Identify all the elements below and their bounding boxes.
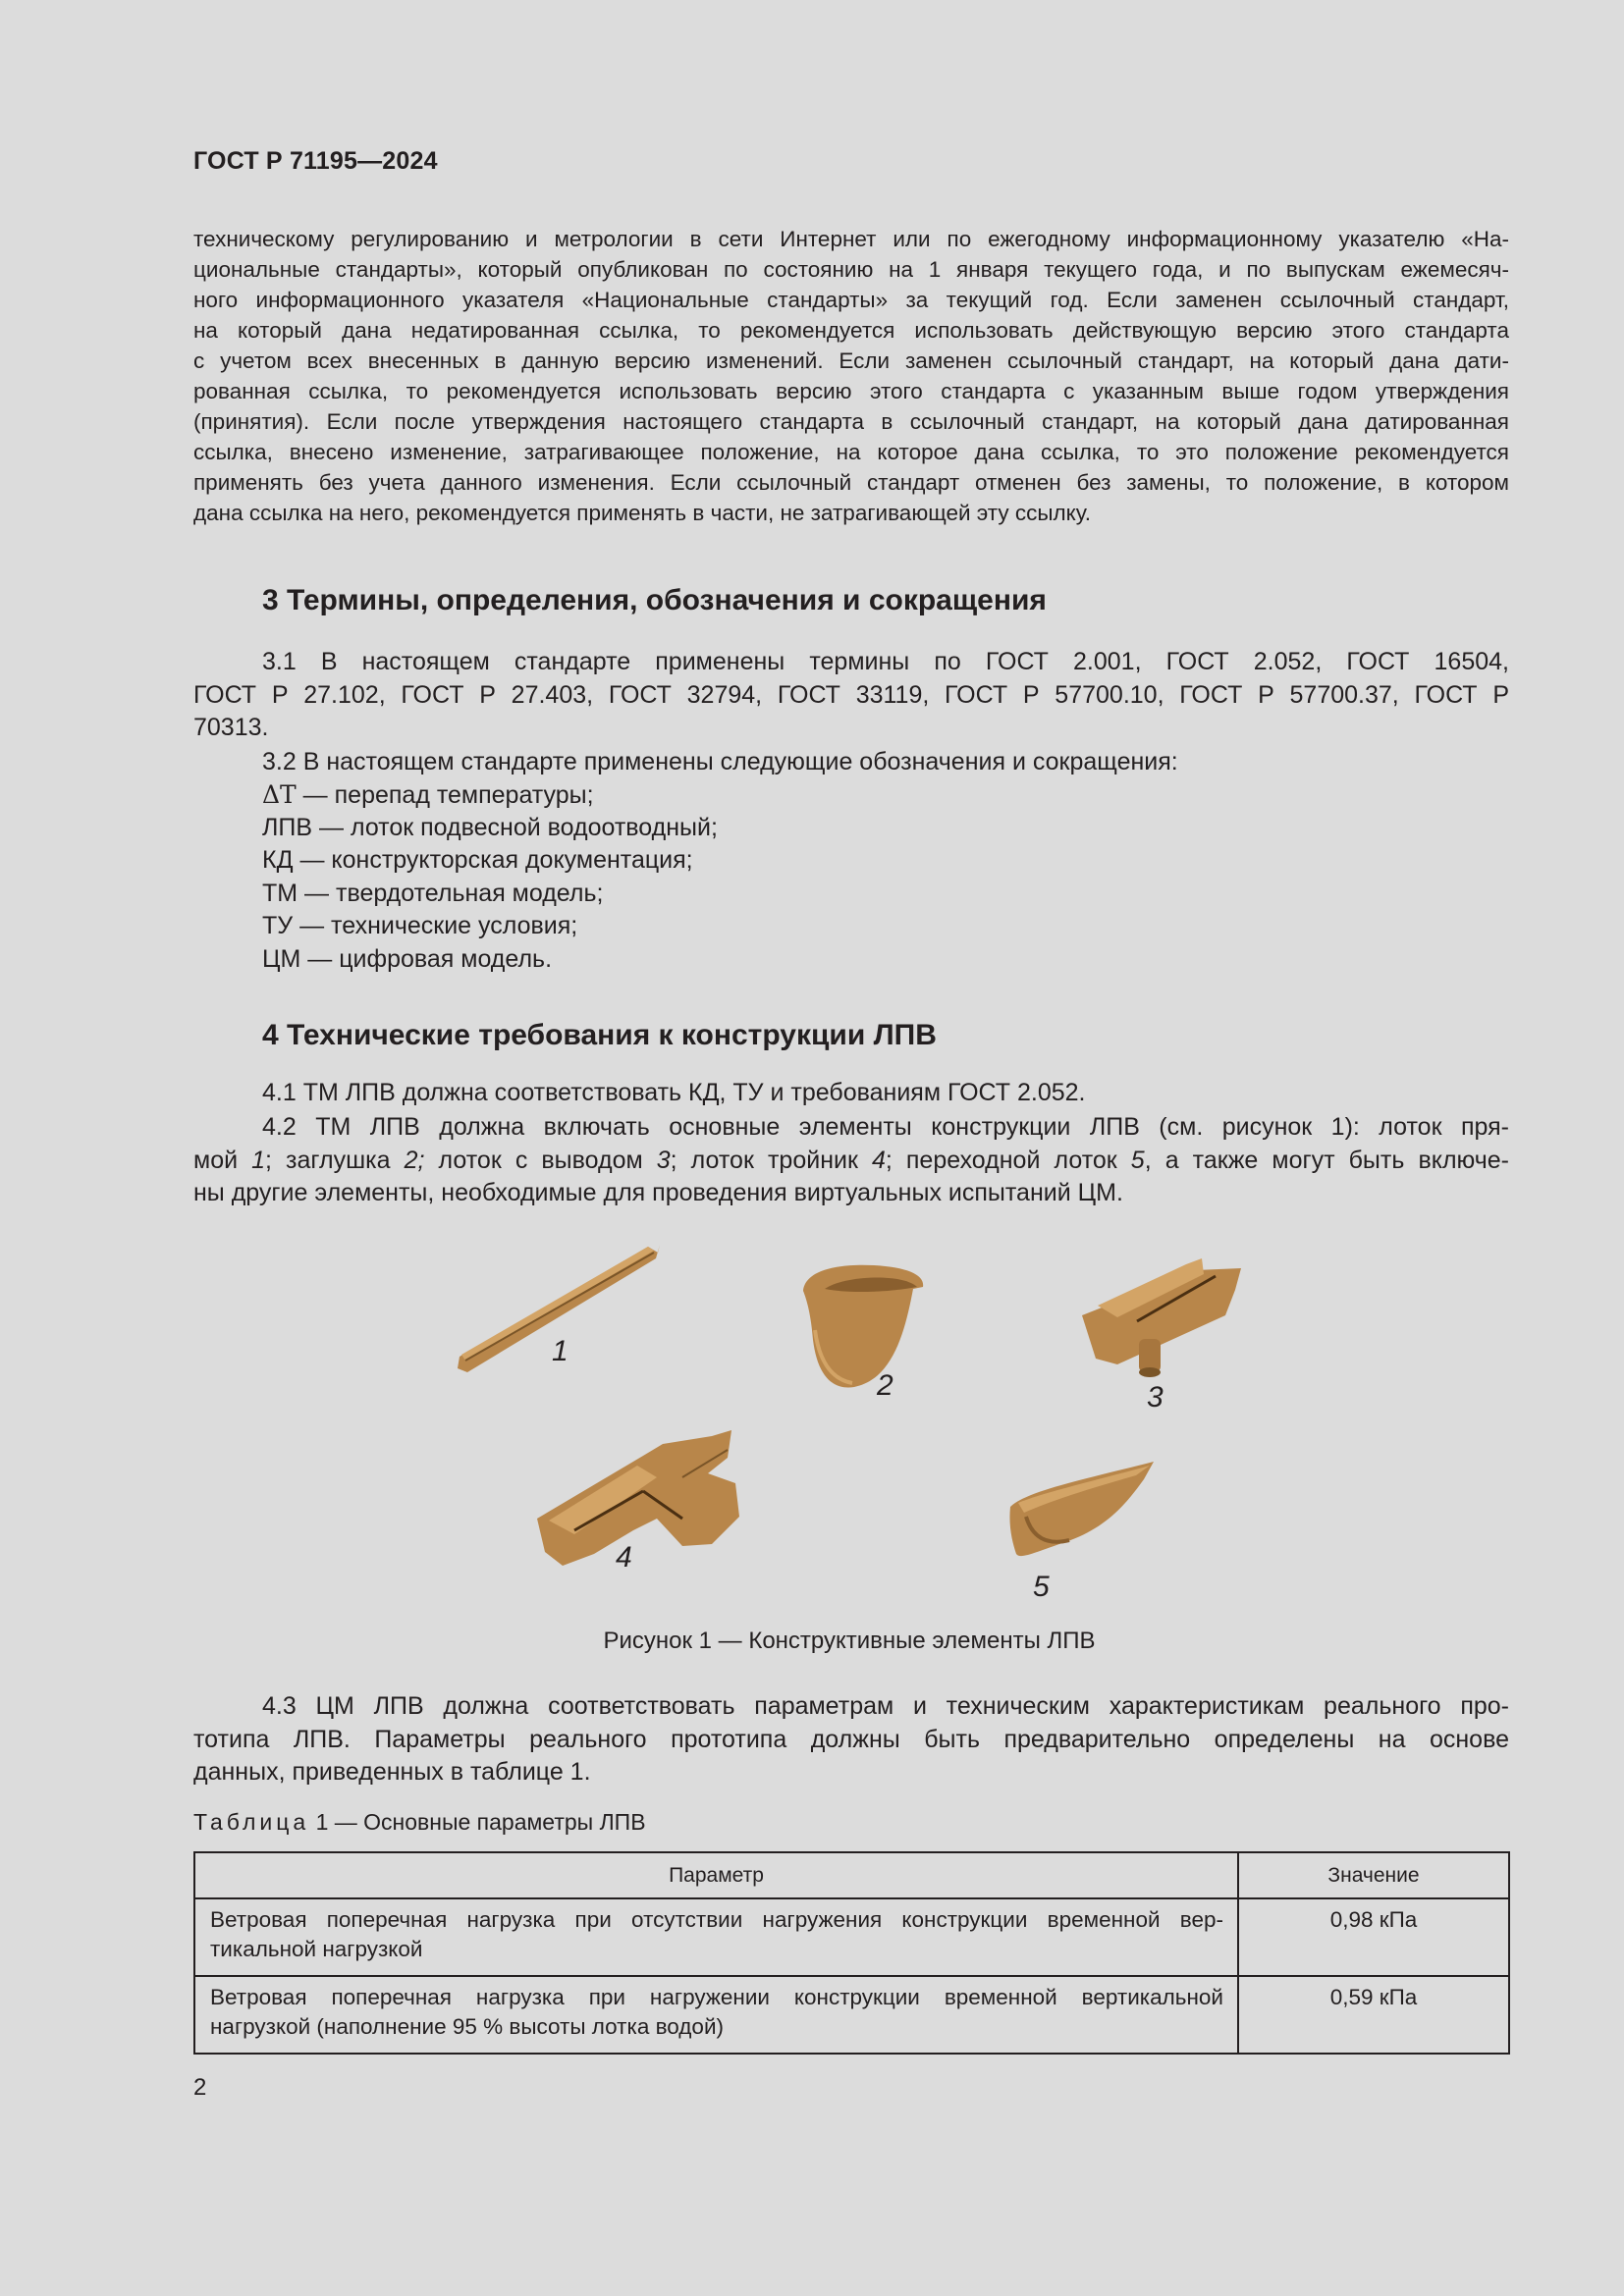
text-line: ного информационного указателя «Национальные стандарты» за текущий год. Если заменен ссылочный стандарт,: [193, 288, 1509, 312]
text-segment: ; заглушка: [265, 1146, 405, 1174]
abbreviation-term: ЛПВ: [262, 814, 313, 841]
text-line: тотипа ЛПВ. Параметры реального прототипа должны быть предварительно определены на основе: [193, 1725, 1509, 1753]
figure-label-3: 3: [1147, 1381, 1164, 1414]
text-line: Ветровая поперечная нагрузка при нагружении конструкции временной вертикальной: [210, 1985, 1223, 2009]
figure-label-1: 1: [552, 1335, 568, 1367]
paragraph-4-1: 4.1 ТМ ЛПВ должна соответствовать КД, ТУ и требованиям ГОСТ 2.052.: [262, 1079, 1086, 1106]
abbreviation-item: [262, 912, 577, 940]
abbreviation-item: [262, 814, 718, 842]
text-segment: , а также могут быть включе-: [1144, 1146, 1509, 1174]
abbreviation-item: [262, 945, 552, 974]
abbreviation-definition: — цифровая модель.: [300, 945, 553, 973]
table-caption: [193, 1809, 646, 1836]
element-number: 3: [656, 1146, 671, 1174]
abbreviation-term: ЦМ: [262, 945, 301, 973]
element-number: 1: [251, 1146, 266, 1174]
text-line: техническому регулированию и метрологии в сети Интернет или по ежегодному информационному указателю «На-: [193, 227, 1509, 251]
text-segment: мой: [193, 1146, 252, 1174]
document-id-header: ГОСТ Р 71195—2024: [193, 147, 438, 175]
table-row: [194, 1976, 1509, 2054]
abbreviation-term: ΔT: [262, 780, 297, 809]
text-segment: лоток с выводом: [424, 1146, 657, 1174]
abbreviation-definition: — лоток подвесной водоотводный;: [312, 814, 718, 841]
text-segment: ; лоток тройник: [670, 1146, 872, 1174]
text-line: на который дана недатированная ссылка, то рекомендуется использовать действующую версию этого стандарта: [193, 318, 1509, 343]
text-segment: ; переходной лоток: [885, 1146, 1131, 1174]
transition-tray-image: [1006, 1458, 1154, 1571]
abbreviation-definition: — твердотельная модель;: [298, 880, 604, 907]
table-row: [194, 1898, 1509, 1976]
text-line: ГОСТ Р 27.102, ГОСТ Р 27.403, ГОСТ 32794, ГОСТ 33119, ГОСТ Р 57700.10, ГОСТ Р 57700.37, ГОСТ Р: [193, 680, 1509, 709]
text-line: 4.2 ТМ ЛПВ должна включать основные элементы конструкции ЛПВ (см. рисунок 1): лоток пря-: [262, 1113, 1509, 1141]
element-number: 5: [1130, 1146, 1145, 1174]
outlet-tray-image: [1078, 1256, 1245, 1389]
text-line: рованная ссылка, то рекомендуется использовать версию этого стандарта с указанным выше годом утверждения: [193, 379, 1509, 403]
parameters-table: [193, 1851, 1510, 2055]
element-number: 4: [871, 1146, 886, 1174]
text-line: 3.1 В настоящем стандарте применены термины по ГОСТ 2.001, ГОСТ 2.052, ГОСТ 16504,: [262, 648, 1509, 675]
element-number: 2;: [404, 1146, 425, 1174]
abbreviation-term: ТМ: [262, 880, 298, 907]
table-caption-text: 1 — Основные параметры ЛПВ: [309, 1809, 646, 1835]
text-line: (принятия). Если после утверждения настоящего стандарта в ссылочный стандарт, на который дана датированная: [193, 409, 1509, 434]
abbreviation-definition: — конструкторская документация;: [293, 846, 693, 874]
paragraph-4-2: [193, 1111, 1509, 1210]
text-line: 70313.: [193, 714, 269, 741]
abbreviation-definition: — технические условия;: [293, 912, 578, 939]
text-line: ны другие элементы, необходимые для проведения виртуальных испытаний ЦМ.: [193, 1179, 1123, 1206]
column-header-value: Значение: [1238, 1852, 1509, 1898]
abbreviation-item: [262, 880, 603, 908]
abbreviation-definition: — перепад температуры;: [296, 781, 594, 809]
value-cell: 0,59 кПа: [1238, 1976, 1509, 2054]
abbreviation-item: [262, 780, 594, 810]
figure-label-5: 5: [1033, 1571, 1050, 1603]
abbreviation-item: [262, 846, 693, 875]
text-line: тикальной нагрузкой: [210, 1937, 423, 1961]
figure-caption: Рисунок 1 — Конструктивные элементы ЛПВ: [603, 1628, 1096, 1654]
table-header-row: [194, 1852, 1509, 1898]
paragraph-4-3: [193, 1690, 1509, 1789]
text-line: Ветровая поперечная нагрузка при отсутствии нагружения конструкции временной вер-: [210, 1907, 1223, 1932]
parameter-cell: [194, 1898, 1238, 1976]
figure-label-4: 4: [616, 1541, 632, 1574]
text-line: ссылка, внесено изменение, затрагивающее положение, на которое дана ссылка, то это положение рекомендуется: [193, 440, 1509, 464]
value-cell: 0,98 кПа: [1238, 1898, 1509, 1976]
text-line: нагрузкой (наполнение 95 % высоты лотка водой): [210, 2014, 725, 2039]
end-cap-image: [795, 1261, 933, 1399]
text-line: применять без учета данного изменения. Если ссылочный стандарт отменен без замены, то положение, в котором: [193, 470, 1509, 495]
text-line: с учетом всех внесенных в данную версию изменений. Если заменен ссылочный стандарт, на который дана дати-: [193, 348, 1509, 373]
abbreviation-term: ТУ: [262, 912, 294, 939]
parameter-cell: [194, 1976, 1238, 2054]
text-line: [193, 1145, 1509, 1178]
text-line: дана ссылка на него, рекомендуется применять в части, не затрагивающей эту ссылку.: [193, 501, 1091, 525]
column-header-parameter: Параметр: [194, 1852, 1238, 1898]
text-line: 4.3 ЦМ ЛПВ должна соответствовать параметрам и техническим характеристикам реального про-: [262, 1692, 1509, 1720]
text-line: данных, приведенных в таблице 1.: [193, 1758, 591, 1786]
table-caption-word: Таблица: [193, 1809, 310, 1835]
page-number: 2: [193, 2074, 207, 2101]
tee-tray-image: [535, 1428, 736, 1566]
intro-paragraph: [193, 224, 1509, 528]
section-3-title: 3 Термины, определения, обозначения и сокращения: [262, 584, 1047, 616]
abbreviation-term: КД: [262, 846, 294, 874]
figure-label-2: 2: [877, 1369, 893, 1402]
text-line: циональные стандарты», который опубликован по состоянию на 1 января текущего года, и по выпускам ежемесяч-: [193, 257, 1509, 282]
paragraph-3-1: [193, 646, 1509, 745]
section-4-title: 4 Технические требования к конструкции ЛПВ: [262, 1019, 937, 1051]
paragraph-3-2: 3.2 В настоящем стандарте применены следующие обозначения и сокращения:: [262, 748, 1178, 775]
